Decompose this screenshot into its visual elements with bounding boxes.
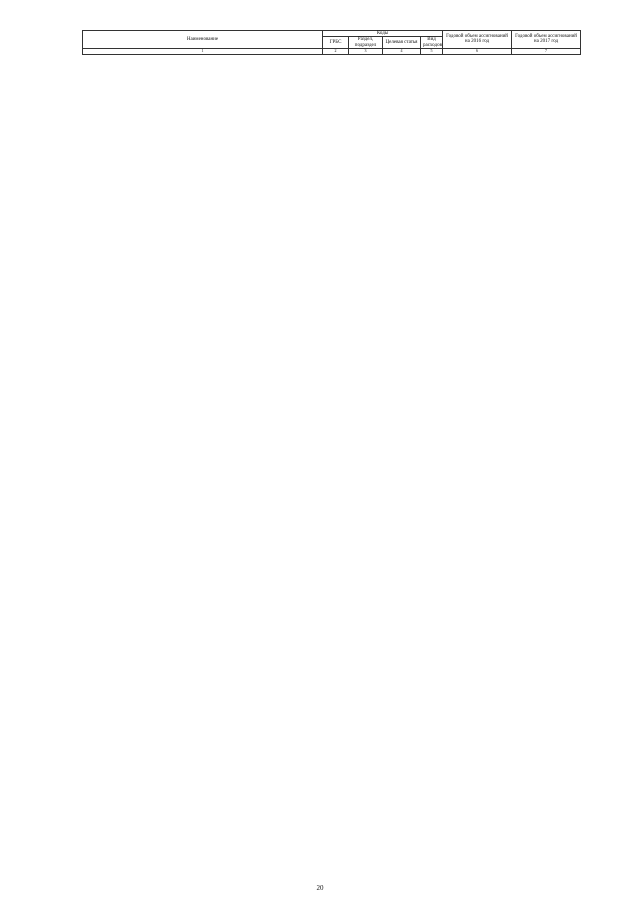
header-sum-2016: Годовой объем ассигнований на 2016 год [443, 31, 512, 49]
header-section: Раздел, подраздел [349, 37, 383, 49]
header-grbs: ГРБС [323, 37, 349, 49]
page-number: 20 [316, 884, 324, 892]
column-number: 1 [83, 48, 323, 54]
column-number: 7 [512, 48, 581, 54]
column-number: 3 [349, 48, 383, 54]
header-codes-group: Коды [323, 31, 443, 37]
column-number: 2 [323, 48, 349, 54]
header-sum-2017: Годовой объем ассигнований на 2017 год [512, 31, 581, 49]
budget-table [82, 30, 581, 55]
column-number: 6 [443, 48, 512, 54]
header-target: Целевая статья [383, 37, 421, 49]
budget-table-sheet [82, 30, 580, 55]
header-expense-type: Вид расходов [421, 37, 443, 49]
column-number: 5 [421, 48, 443, 54]
column-number: 4 [383, 48, 421, 54]
header-name: Наименование [83, 31, 323, 49]
column-number-row [83, 48, 581, 54]
